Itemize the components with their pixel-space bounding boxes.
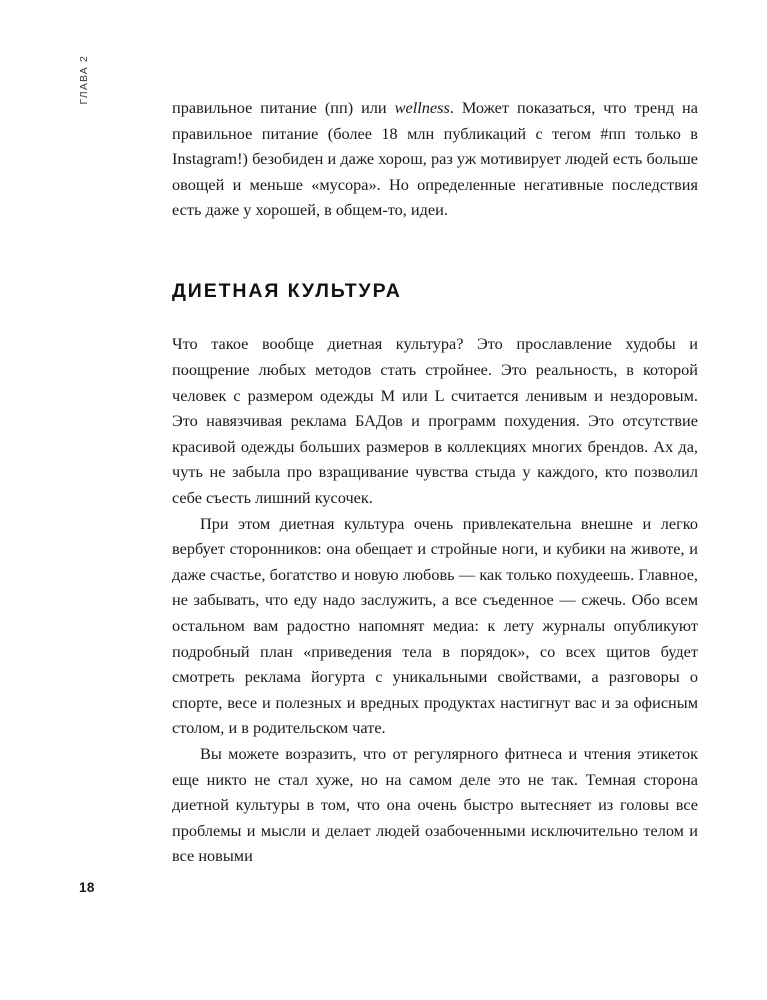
chapter-label: ГЛАВА 2 [78,55,90,105]
paragraph-continued [172,95,698,223]
paragraph-1-rest-text: . Может показаться, что тренд на правильное питание (более 18 млн публикаций с тегом #пп только в Instagram!) безобиден и даже хорош, раз уж мотивирует людей есть больше овощей и меньше «мусора». Но определенные негативные последствия есть даже у хорошей, в общем-то, идеи. [172,98,698,220]
emphasis-wellness: wellness [394,98,450,117]
section-heading: ДИЕТНАЯ КУЛЬТУРА [172,279,402,302]
spacer-below-heading [172,302,698,331]
paragraph-you-may-object: Вы можете возразить, что от регулярного фитнеса и чтения этикеток еще никто не стал хуже, но на самом деле это не так. Темная сторона диетной культуры в том, что она очень быстро вытесняет из головы все проблемы и мысли и делает людей озабоченными исключительно телом и все новыми [172,743,698,866]
spacer-above-heading [172,223,698,281]
text-column [172,95,698,869]
paragraph-what-is-diet-culture: Что такое вообще диетная культура? Это прославление худобы и поощрение любых методов стать стройнее. Это реальность, в которой человек с размером одежды M или L считается ленивым и нездоровым. Это навязчивая реклама БАДов и программ похудения. Это отсутствие красивой одежды больших размеров в коллекциях многих брендов. Ах да, чуть не забыла про взращивание чувства стыда у каждого, кто позволил себе съесть лишний кусочек. [172,334,698,507]
page-number: 18 [79,880,95,895]
chapter-running-head [0,0,172,1000]
paragraph-attractive-outside: При этом диетная культура очень привлекательна внешне и легко вербует сторонников: она обещает и стройные ноги, и кубики на животе, и даже счастье, богатство и новую любовь — как только похудеешь. Главное, не забывать, что еду надо заслужить, а все съеденное — сжечь. Обо всем остальном вам радостно напомнят медиа: к лету журналы опубликуют подробный план «приведения тела в порядок», со всех щитов будет смотреть реклама йогурта с уникальными свойствами, а разговоры о спорте, весе и полезных и вредных продуктах настигнут вас и за офисным столом, и в родительском чате. [172,513,698,738]
paragraph-1-lead-text: правильное питание (пп) или [172,98,395,117]
